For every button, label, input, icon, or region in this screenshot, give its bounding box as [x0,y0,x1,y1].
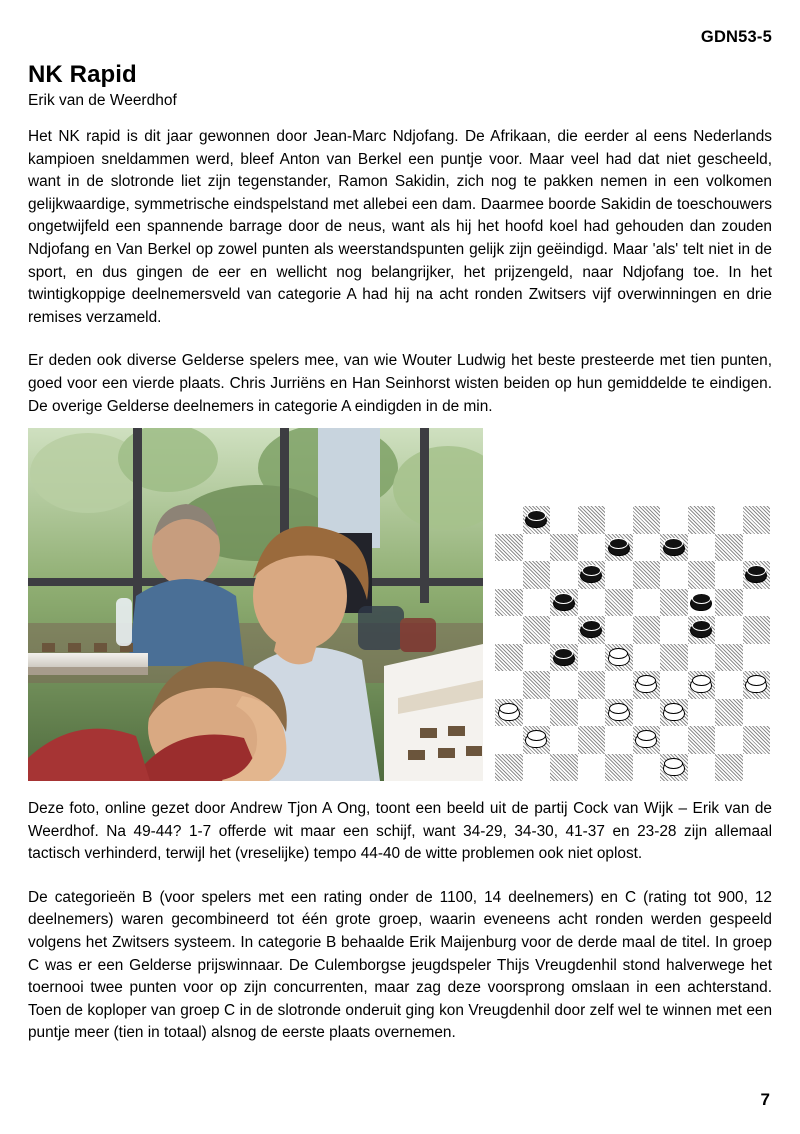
board-square-dark [633,726,661,754]
board-square-light [605,726,633,754]
white-piece [608,703,630,723]
tournament-photo [28,428,483,781]
board-square-dark [605,644,633,672]
white-piece [635,675,657,695]
board-square-light [660,671,688,699]
board-square-dark [633,561,661,589]
black-piece [553,648,575,668]
board-square-dark [660,754,688,782]
board-square-dark [715,644,743,672]
board-square-dark [715,534,743,562]
board-square-dark [688,616,716,644]
black-piece [525,510,547,530]
board-square-light [550,506,578,534]
board-square-dark [660,699,688,727]
white-piece [525,730,547,750]
paragraph: Er deden ook diverse Gelderse spelers mee, van wie Wouter Ludwig het beste presteerde met tien punten, goed voor een vierde plaats. Chris Jurriëns en Han Seinhorst wisten beiden op hun gemiddelde te eindigen. De overige Gelderse deelnemers in categorie A eindigden in de min. [28,352,772,415]
board-square-light [578,589,606,617]
board-square-dark [633,671,661,699]
board-square-dark [578,616,606,644]
board-square-dark [550,699,578,727]
board-square-dark [688,506,716,534]
photo-graphic [28,428,483,781]
board-square-dark [743,616,771,644]
board-square-dark [743,671,771,699]
board-square-light [495,616,523,644]
piece-top [692,593,711,604]
running-head: GDN53-5 [700,28,772,46]
board-square-light [605,616,633,644]
board-square-light [550,726,578,754]
board-square-dark [495,699,523,727]
board-square-light [743,644,771,672]
media-row [28,428,772,781]
board-square-dark [688,561,716,589]
page-number: 7 [760,1090,770,1109]
board-square-dark [495,589,523,617]
white-piece [635,730,657,750]
board-square-dark [578,726,606,754]
board-square-dark [688,726,716,754]
board-square-light [523,754,551,782]
board-square-dark [550,534,578,562]
piece-top [747,675,766,686]
board-square-light [743,699,771,727]
board-square-light [605,561,633,589]
piece-top [527,510,546,521]
board-square-light [605,671,633,699]
draughts-board [495,506,770,781]
board-square-light [495,671,523,699]
board-square-dark [550,754,578,782]
board-square-light [495,726,523,754]
board-square-light [550,671,578,699]
board-square-light [743,754,771,782]
board-square-light [715,726,743,754]
board-square-light [660,506,688,534]
board-square-light [578,754,606,782]
white-piece [663,758,685,778]
board-square-dark [578,671,606,699]
piece-top [554,648,573,659]
board-square-light [495,561,523,589]
black-piece [553,593,575,613]
board-square-dark [495,644,523,672]
board-square-light [743,589,771,617]
board-square-light [660,561,688,589]
board-square-light [578,699,606,727]
author-byline: Erik van de Weerdhof [28,92,177,110]
board-square-dark [743,506,771,534]
board-square-dark [715,589,743,617]
black-piece [580,565,602,585]
paragraph: De categorieën B (voor spelers met een rating onder de 1100, 14 deelnemers) en C (rating tot 900, 12 deelnemers) waren gecombineerd tot één grote groep, waarin eveneens acht ronden werden gespeeld volgens het Zwitsers systeem. In categorie B behaalde Erik Maijenburg voor de derde maal de titel. In groep C was er een Gelderse prijswinnaar. De Culemborgse jeugdspeler Thijs Vreugdenhil stond halverwege het toernooi twee punten voor op zijn concurrenten, maar zag deze voorsprong omslaan in een achterstand. Toen de koploper van groep C in de slotronde onderuit ging kon Vreugdenhil door zelf wel te winnen met een puntje meer (tien in totaal) alsnog de eerste plaats overnemen. [28,888,772,1042]
white-piece [498,703,520,723]
board-square-dark [743,561,771,589]
board-square-light [688,589,716,617]
board-square-light [523,644,551,672]
board-square-dark [605,754,633,782]
piece-top [664,538,683,549]
page-title: NK Rapid [28,61,137,88]
board-square-light [550,616,578,644]
piece-top [747,565,766,576]
board-square-light [550,561,578,589]
piece-top [582,565,601,576]
board-square-dark [715,699,743,727]
piece-top [637,675,656,686]
board-square-light [660,616,688,644]
piece-top [692,620,711,631]
white-piece [690,675,712,695]
piece-top [609,703,628,714]
piece-top [664,758,683,769]
board-square-light [688,534,716,562]
board-square-light [633,644,661,672]
piece-top [637,730,656,741]
board-square-dark [688,671,716,699]
board-square-dark [495,754,523,782]
board-square-light [743,534,771,562]
black-piece [608,538,630,558]
board-square-dark [660,534,688,562]
board-square-light [605,506,633,534]
board-square-dark [743,726,771,754]
board-square-dark [523,506,551,534]
board-square-light [688,699,716,727]
piece-top [692,675,711,686]
black-piece [663,538,685,558]
black-piece [690,620,712,640]
paragraph: Het NK rapid is dit jaar gewonnen door Jean-Marc Ndjofang. De Afrikaan, die eerder al eens Nederlands kampioen sneldammen werd, bleef Anton van Berkel een puntje voor. Maar veel had dat niet gescheeld, want in de slotronde liet zijn tegenstander, Ramon Sakidin, zich nog te pakken nemen in een volkomen gelijkwaardige, symmetrische eindspelstand met allebei een dam. Daarmee boorde Sakidin de toeschouwers ongetwijfeld een spannende barrage door de neus, want als hij het hoofd koel had gehouden dan zouden Ndjofang en Van Berkel op zowel punten als weerstandspunten gelijk zijn geëindigd. Maar 'als' telt niet in de sport, en dus gingen de eer en wellicht nog belangrijker, het prijzengeld, naar Ndjofang toe. In het twintigkoppige deelnemersveld van categorie A had hij na acht ronden Zwitsers vijf overwinningen en drie remises verzameld. [28,128,772,326]
board-square-dark [633,506,661,534]
black-piece [580,620,602,640]
piece-top [664,703,683,714]
board-square-light [715,561,743,589]
board-square-light [715,671,743,699]
board-square-dark [715,754,743,782]
board-square-light [578,534,606,562]
board-square-light [523,589,551,617]
board-square-light [715,616,743,644]
piece-top [554,593,573,604]
board-square-dark [578,506,606,534]
white-piece [663,703,685,723]
board-grid [495,506,770,781]
piece-top [609,538,628,549]
board-square-light [688,754,716,782]
board-square-light [578,644,606,672]
board-square-dark [605,589,633,617]
board-square-light [633,534,661,562]
board-square-light [523,534,551,562]
board-square-dark [523,561,551,589]
board-square-dark [660,644,688,672]
black-piece [745,565,767,585]
piece-top [527,730,546,741]
board-square-dark [578,561,606,589]
black-piece [690,593,712,613]
body-text-top [28,126,772,418]
piece-top [582,620,601,631]
title-block [28,62,772,111]
board-square-dark [633,616,661,644]
board-square-light [633,699,661,727]
board-square-dark [523,726,551,754]
white-piece [608,648,630,668]
board-square-light [660,726,688,754]
board-square-light [715,506,743,534]
board-square-dark [660,589,688,617]
board-square-dark [605,534,633,562]
board-square-dark [523,671,551,699]
board-square-light [495,506,523,534]
board-square-dark [495,534,523,562]
board-square-dark [605,699,633,727]
board-square-light [633,589,661,617]
white-piece [745,675,767,695]
photo-caption: Deze foto, online gezet door Andrew Tjon A Ong, toont een beeld uit de partij Cock van Wijk – Erik van de Weerdhof. Na 49-44? 1-7 offerde wit maar een schijf, want 34-29, 34-30, 41-37 en 23-28 zijn allemaal tactisch verhinderd, terwijl het (vreselijke) tempo 44-40 de witte problemen ook niet oplost. [28,800,772,863]
board-square-dark [550,644,578,672]
board-square-dark [523,616,551,644]
board-square-light [633,754,661,782]
board-square-dark [550,589,578,617]
piece-top [499,703,518,714]
board-square-light [523,699,551,727]
board-square-light [688,644,716,672]
piece-top [609,648,628,659]
body-text-bottom [28,798,772,1045]
draughts-diagram [495,436,772,776]
